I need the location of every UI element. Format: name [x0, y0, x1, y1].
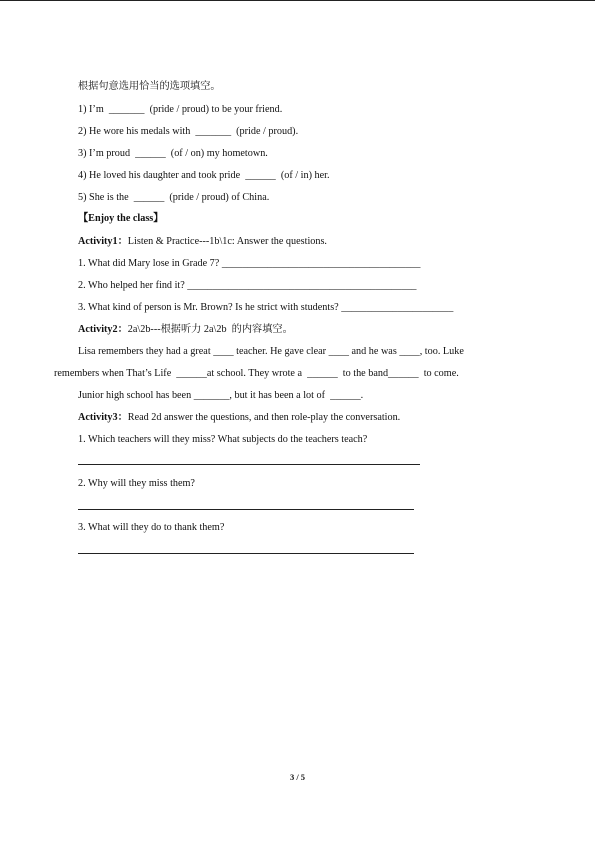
- page-top-border: [0, 0, 595, 1]
- activity3-line: [78, 411, 400, 424]
- activity1-question-3: 3. What kind of person is Mr. Brown? Is he strict with students? ______________________: [78, 302, 454, 313]
- fill-item-4: 4) He loved his daughter and took pride ______ (of / in) her.: [78, 170, 330, 181]
- section-heading: 【Enjoy the class】: [78, 213, 164, 224]
- fill-item-3: 3) I’m proud ______ (of / on) my hometown.: [78, 148, 268, 159]
- activity3-text: Read 2d answer the questions, and then role-play the conversation.: [127, 412, 401, 423]
- fill-item-5: 5) She is the ______ (pride / proud) of China.: [78, 192, 270, 203]
- instruction-text: 根据句意选用恰当的选项填空。: [78, 81, 221, 92]
- fill-item-1: 1) I’m _______ (pride / proud) to be your friend.: [78, 104, 283, 115]
- activity2-paragraph-line-3: Junior high school has been _______, but it has been a lot of ______.: [78, 390, 364, 401]
- activity3-question-3: 3. What will they do to thank them?: [78, 522, 225, 533]
- activity1-question-2: 2. Who helped her find it? _____________________________________________: [78, 280, 417, 291]
- activity2-paragraph-line-1: Lisa remembers they had a great ____ teacher. He gave clear ____ and he was ____, too. Luke: [78, 346, 464, 357]
- answer-line-3: [78, 553, 414, 554]
- activity3-question-2: 2. Why will they miss them?: [78, 478, 195, 489]
- activity1-line: [78, 235, 327, 248]
- activity2-paragraph-line-2: remembers when That’s Life ______at school. They wrote a ______ to the band______ to come.: [54, 368, 459, 379]
- fill-item-2: 2) He wore his medals with _______ (pride / proud).: [78, 126, 299, 137]
- activity2-text: 2a\2b---根据听力 2a\2b 的内容填空。: [127, 324, 293, 335]
- activity3-label: Activity3：: [78, 412, 128, 423]
- activity1-label: Activity1：: [78, 236, 128, 247]
- activity1-question-1: 1. What did Mary lose in Grade 7? _______________________________________: [78, 258, 421, 269]
- answer-line-2: [78, 509, 414, 510]
- activity3-question-1: 1. Which teachers will they miss? What subjects do the teachers teach?: [78, 434, 368, 445]
- activity1-text: Listen & Practice---1b\1c: Answer the questions.: [127, 236, 327, 247]
- page-number: 3 / 5: [289, 772, 306, 782]
- answer-line-1: [78, 464, 420, 465]
- activity2-label: Activity2：: [78, 324, 128, 335]
- activity2-line: [78, 323, 293, 336]
